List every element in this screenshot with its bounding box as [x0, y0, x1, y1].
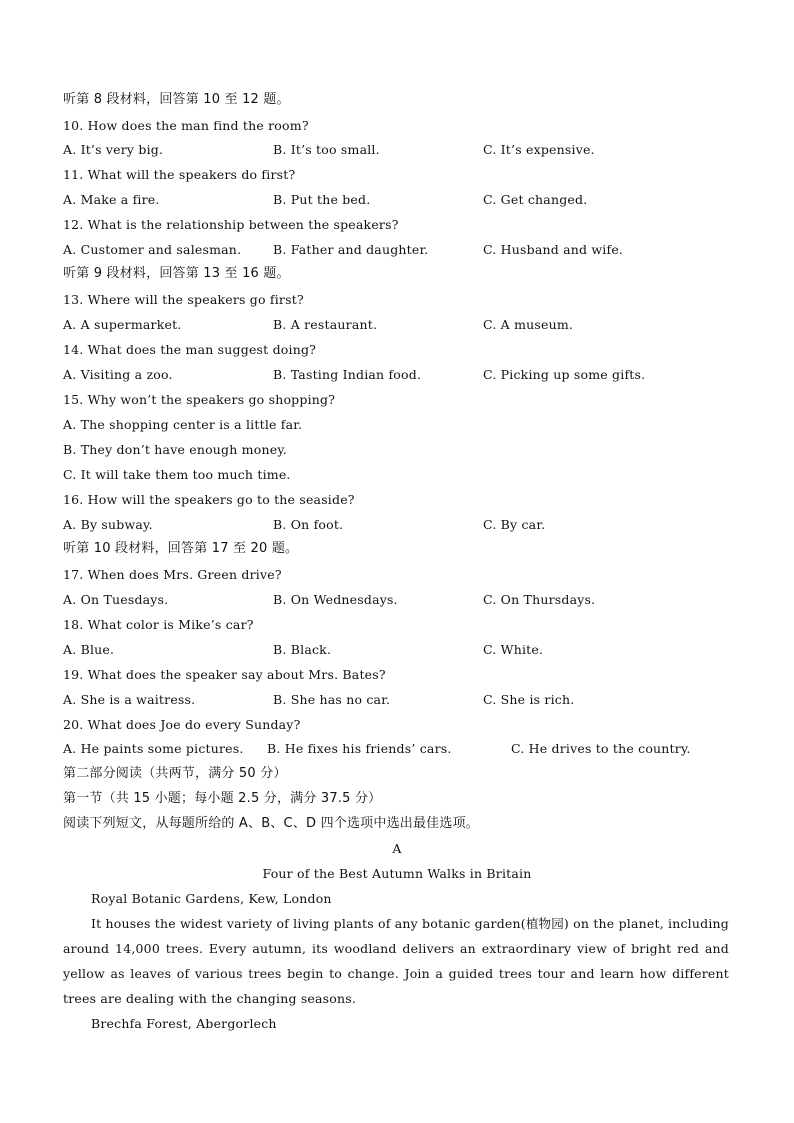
option-20c: C. He drives to the country. — [511, 741, 691, 756]
option-10c: C. It’s expensive. — [483, 142, 595, 157]
option-19b: B. She has no car. — [273, 692, 391, 707]
section-10-heading: 听第 10 段材料，回答第 17 至 20 题。 — [63, 541, 299, 556]
question-12: 12. What is the relationship between the speakers? — [63, 217, 399, 232]
place-heading-brechfa: Brechfa Forest, Abergorlech — [91, 1016, 277, 1031]
option-17c: C. On Thursdays. — [483, 592, 596, 607]
option-15c: C. It will take them too much time. — [63, 467, 291, 482]
passage-paragraph: It houses the widest variety of living plants of any botanic garden(植物园) on the planet, including around 14,000 trees. Every autumn, its woodland delivers an extraordinary view of bright red and yellow as leaves of various trees begin to change. Join a guided trees tour and learn how different trees are dealing with the changing seasons. — [63, 916, 729, 1006]
passage-title: Four of the Best Autumn Walks in Britain — [262, 866, 532, 881]
question-11: 11. What will the speakers do first? — [63, 167, 296, 182]
option-18c: C. White. — [483, 642, 544, 657]
option-17b: B. On Wednesdays. — [273, 592, 398, 607]
option-15b: B. They don’t have enough money. — [63, 442, 288, 457]
option-18a: A. Blue. — [63, 642, 115, 657]
section-8-heading: 听第 8 段材料，回答第 10 至 12 题。 — [63, 92, 290, 107]
question-18: 18. What color is Mike’s car? — [63, 617, 254, 632]
option-14b: B. Tasting Indian food. — [273, 367, 422, 382]
part2-instruction: 阅读下列短文，从每题所给的 A、B、C、D 四个选项中选出最佳选项。 — [63, 816, 479, 831]
option-16a: A. By subway. — [63, 517, 153, 532]
option-17a: A. On Tuesdays. — [63, 592, 169, 607]
passage-letter: A — [392, 841, 402, 856]
question-19: 19. What does the speaker say about Mrs. Bates? — [63, 667, 386, 682]
option-12a: A. Customer and salesman. — [63, 242, 242, 257]
question-20: 20. What does Joe do every Sunday? — [63, 717, 301, 732]
question-13: 13. Where will the speakers go first? — [63, 292, 304, 307]
option-18b: B. Black. — [273, 642, 332, 657]
option-10a: A. It’s very big. — [63, 142, 164, 157]
option-11b: B. Put the bed. — [273, 192, 371, 207]
option-12b: B. Father and daughter. — [273, 242, 429, 257]
option-15a: A. The shopping center is a little far. — [63, 417, 303, 432]
part2-subheading: 第一节（共 15 小题；每小题 2.5 分，满分 37.5 分） — [63, 791, 382, 806]
section-9-heading: 听第 9 段材料，回答第 13 至 16 题。 — [63, 266, 290, 281]
option-19a: A. She is a waitress. — [63, 692, 196, 707]
place-heading-kew: Royal Botanic Gardens, Kew, London — [91, 891, 332, 906]
option-12c: C. Husband and wife. — [483, 242, 624, 257]
question-17: 17. When does Mrs. Green drive? — [63, 567, 282, 582]
option-11a: A. Make a fire. — [63, 192, 160, 207]
option-11c: C. Get changed. — [483, 192, 588, 207]
option-14a: A. Visiting a zoo. — [63, 367, 173, 382]
option-20b: B. He fixes his friends’ cars. — [267, 741, 452, 756]
option-16b: B. On foot. — [273, 517, 344, 532]
question-10: 10. How does the man find the room? — [63, 118, 309, 133]
option-20a: A. He paints some pictures. — [63, 741, 244, 756]
question-15: 15. Why won’t the speakers go shopping? — [63, 392, 336, 407]
option-13b: B. A restaurant. — [273, 317, 378, 332]
option-13c: C. A museum. — [483, 317, 574, 332]
question-14: 14. What does the man suggest doing? — [63, 342, 317, 357]
part2-heading: 第二部分阅读（共两节，满分 50 分） — [63, 766, 287, 781]
question-16: 16. How will the speakers go to the seaside? — [63, 492, 355, 507]
option-14c: C. Picking up some gifts. — [483, 367, 646, 382]
option-10b: B. It’s too small. — [273, 142, 380, 157]
option-19c: C. She is rich. — [483, 692, 575, 707]
option-16c: C. By car. — [483, 517, 546, 532]
option-13a: A. A supermarket. — [63, 317, 182, 332]
